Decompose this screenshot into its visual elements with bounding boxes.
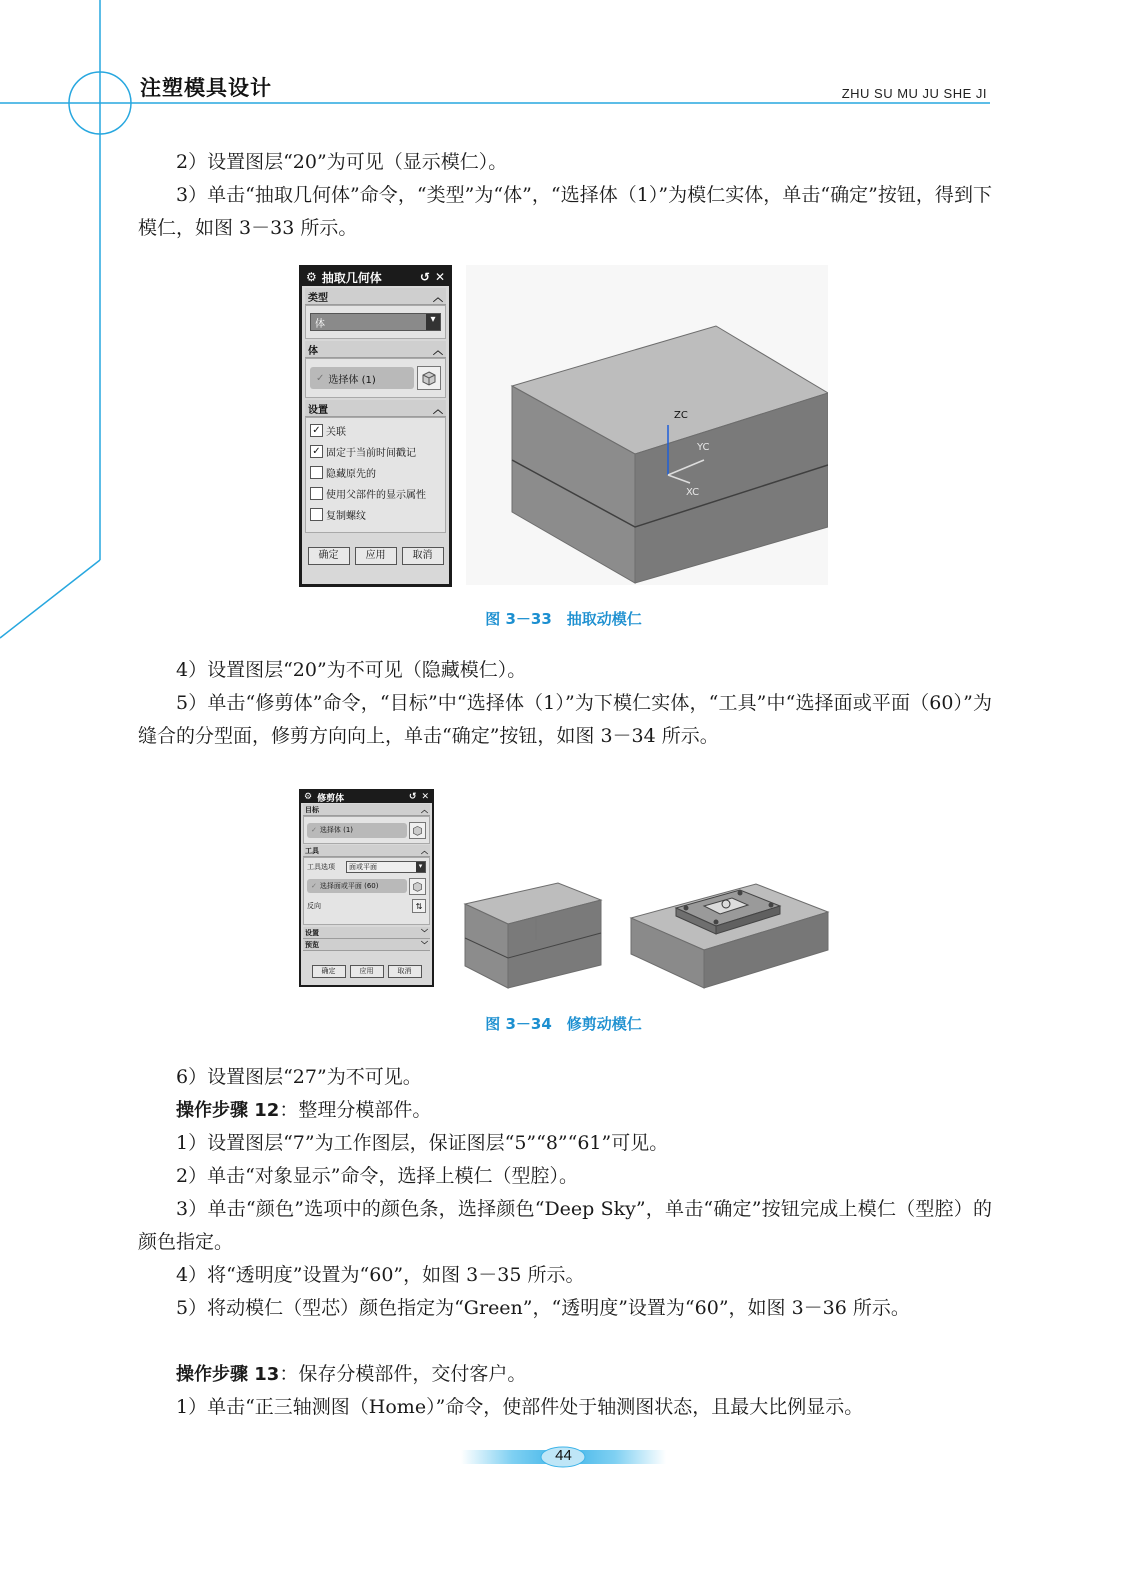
paragraph: 5）将动模仁（型芯）颜色指定为“Green”，“透明度”设置为“60”，如图 3－36 所示。 bbox=[176, 1297, 910, 1319]
cube-select-icon[interactable] bbox=[417, 366, 441, 390]
dialog-title: 修剪体 bbox=[317, 793, 345, 804]
select-body-field[interactable]: ✓ 选择体 (1) bbox=[310, 367, 414, 389]
paragraph: 1）单击“正三轴测图（Home）”命令，使部件处于轴测图状态，且最大比例显示。 bbox=[176, 1396, 864, 1418]
apply-button[interactable]: 应用 bbox=[350, 965, 384, 978]
section-target-header[interactable]: 目标 ︿ bbox=[303, 804, 430, 816]
figure-caption: 图 3－34 修剪动模仁 bbox=[485, 1015, 642, 1033]
cube-select-icon[interactable] bbox=[409, 822, 426, 839]
section-preview-header[interactable]: 预览 ﹀ bbox=[303, 939, 430, 951]
ok-button[interactable]: 确定 bbox=[312, 965, 346, 978]
reverse-label: 反向 bbox=[307, 902, 321, 910]
check-icon: ✓ bbox=[311, 826, 317, 834]
cancel-button[interactable]: 取消 bbox=[388, 965, 422, 978]
face-select-icon[interactable] bbox=[409, 878, 426, 895]
chevron-up-icon[interactable]: ︿ bbox=[433, 404, 443, 416]
paragraph: 3）单击“颜色”选项中的颜色条，选择颜色“Deep Sky”，单击“确定”按钮完成上模仁（型腔）的颜色指定。 bbox=[138, 1198, 992, 1253]
paragraph: 4）设置图层“20”为不可见（隐藏模仁）。 bbox=[176, 659, 527, 681]
chevron-down-icon[interactable]: ▾ bbox=[426, 314, 440, 330]
axis-label-xc: XC bbox=[686, 487, 700, 498]
close-icon[interactable]: ✕ bbox=[421, 792, 429, 802]
checkbox-unchecked[interactable] bbox=[310, 508, 323, 521]
option-fix-timestamp[interactable]: ✓ 固定于当前时间戳记 bbox=[310, 441, 441, 462]
paragraph: 5）单击“修剪体”命令，“目标”中“选择体（1）”为下模仁实体，“工具”中“选择面或平面（60）”为缝合的分型面，修剪方向向上，单击“确定”按钮，如图 3－34 所示。 bbox=[138, 692, 992, 747]
checkbox-unchecked[interactable] bbox=[310, 487, 323, 500]
checkbox-checked[interactable]: ✓ bbox=[310, 424, 323, 437]
chevron-up-icon[interactable]: ︿ bbox=[433, 292, 443, 304]
trim-before-viewport bbox=[463, 880, 603, 990]
checkbox-unchecked[interactable] bbox=[310, 466, 323, 479]
section-type-header[interactable]: 类型 ︿ bbox=[305, 288, 446, 305]
check-icon: ✓ bbox=[311, 882, 317, 890]
paragraph: 3）单击“抽取几何体”命令，“类型”为“体”，“选择体（1）”为模仁实体，单击“确定”按钮，得到下模仁，如图 3－33 所示。 bbox=[138, 184, 992, 239]
close-icon[interactable]: ✕ bbox=[434, 270, 445, 284]
extract-geometry-dialog bbox=[299, 265, 452, 587]
step-heading bbox=[138, 1094, 992, 1127]
book-title-pinyin: ZHU SU MU JU SHE JI bbox=[841, 86, 987, 101]
reset-icon[interactable]: ↺ bbox=[408, 792, 417, 802]
axis-label-yc: YC bbox=[697, 442, 710, 453]
chevron-down-icon[interactable]: ▾ bbox=[416, 862, 425, 872]
core-block-viewport bbox=[466, 265, 828, 585]
tool-option-label: 工具选项 bbox=[307, 863, 335, 871]
reverse-direction-icon[interactable]: ⇅ bbox=[412, 899, 426, 913]
paragraph: 6）设置图层“27”为不可见。 bbox=[176, 1066, 422, 1088]
type-dropdown-value: 体 bbox=[315, 318, 325, 330]
dialog-titlebar bbox=[302, 268, 449, 286]
chevron-down-icon[interactable]: ﹀ bbox=[421, 940, 428, 949]
book-title: 注塑模具设计 bbox=[140, 76, 272, 100]
option-copy-threads[interactable]: 复制螺纹 bbox=[310, 504, 441, 525]
step-heading bbox=[138, 1358, 992, 1391]
option-hide-original[interactable]: 隐藏原先的 bbox=[310, 462, 441, 483]
chevron-up-icon[interactable]: ︿ bbox=[433, 345, 443, 357]
check-icon: ✓ bbox=[316, 372, 325, 384]
select-body-field[interactable]: ✓ 选择体 (1) bbox=[307, 823, 407, 838]
option-associative[interactable]: ✓ 关联 bbox=[310, 420, 441, 441]
page-number: 44 bbox=[555, 1447, 572, 1464]
dialog-titlebar bbox=[301, 791, 432, 803]
checkbox-checked[interactable]: ✓ bbox=[310, 445, 323, 458]
select-face-field[interactable]: ✓ 选择面或平面 (60) bbox=[307, 879, 407, 893]
chevron-up-icon[interactable]: ︿ bbox=[421, 846, 428, 855]
type-dropdown[interactable] bbox=[310, 313, 441, 331]
chevron-up-icon[interactable]: ︿ bbox=[421, 805, 428, 814]
settings-options bbox=[305, 417, 446, 533]
figure-caption: 图 3－33 抽取动模仁 bbox=[485, 610, 642, 628]
trim-after-viewport bbox=[628, 878, 830, 990]
option-parent-display[interactable]: 使用父部件的显示属性 bbox=[310, 483, 441, 504]
step-text: ：保存分模部件，交付客户。 bbox=[279, 1363, 527, 1385]
section-body-header[interactable]: 体 ︿ bbox=[305, 341, 446, 358]
ok-button[interactable]: 确定 bbox=[308, 547, 350, 565]
page-number-badge bbox=[461, 1446, 666, 1468]
paragraph: 2）单击“对象显示”命令，选择上模仁（型腔）。 bbox=[176, 1165, 579, 1187]
step-text: ：整理分模部件。 bbox=[279, 1099, 432, 1121]
axis-label-zc: ZC bbox=[674, 410, 688, 421]
reset-icon[interactable]: ↺ bbox=[419, 270, 430, 284]
paragraph: 1）设置图层“7”为工作图层，保证图层“5”“8”“61”可见。 bbox=[176, 1132, 669, 1154]
section-settings-header[interactable]: 设置 ︿ bbox=[305, 400, 446, 417]
trim-body-dialog bbox=[299, 789, 434, 987]
paragraph: 2）设置图层“20”为可见（显示模仁）。 bbox=[176, 151, 508, 173]
cancel-button[interactable]: 取消 bbox=[402, 547, 444, 565]
dialog-title: 抽取几何体 bbox=[321, 270, 382, 285]
step-label: 操作步骤 12 bbox=[176, 1100, 280, 1121]
chevron-down-icon[interactable]: ﹀ bbox=[421, 928, 428, 937]
apply-button[interactable]: 应用 bbox=[355, 547, 397, 565]
gear-icon[interactable]: ⚙ bbox=[304, 792, 313, 802]
gear-icon[interactable]: ⚙ bbox=[306, 270, 317, 284]
section-settings-header[interactable]: 设置 ﹀ bbox=[303, 927, 430, 939]
step-label: 操作步骤 13 bbox=[176, 1364, 280, 1385]
tool-option-dropdown[interactable]: 面或平面 ▾ bbox=[346, 861, 426, 873]
section-tool-header[interactable]: 工具 ︿ bbox=[303, 845, 430, 857]
paragraph: 4）将“透明度”设置为“60”，如图 3－35 所示。 bbox=[176, 1264, 585, 1286]
